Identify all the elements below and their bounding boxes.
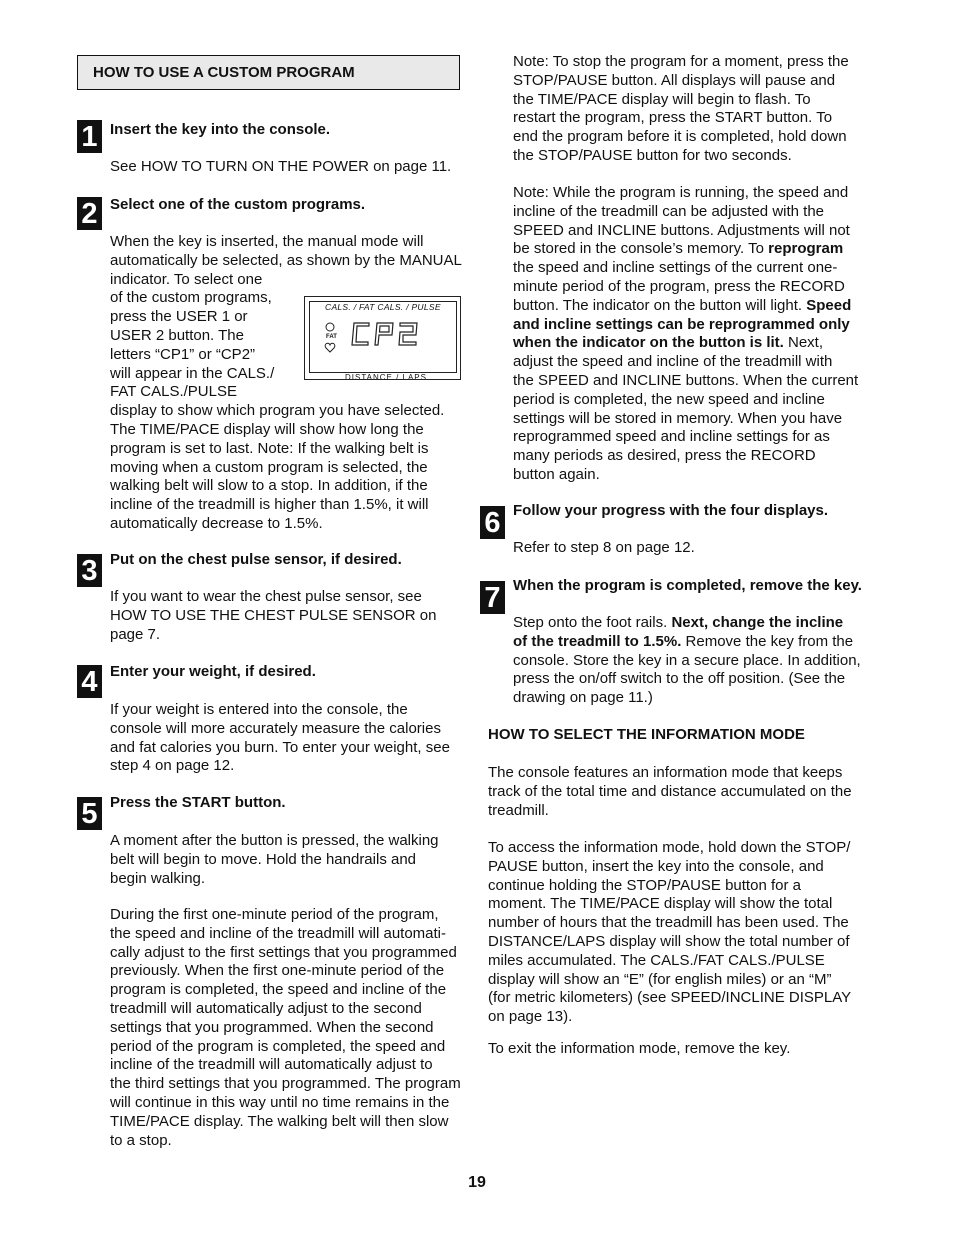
- text-line: continue holding the STOP/PAUSE button for a: [488, 876, 801, 894]
- text-run-bold: Speed: [806, 296, 852, 314]
- step-6-body: Refer to step 8 on page 12.: [513, 539, 695, 556]
- text-line: TIME/PACE display. The walking belt will then slow: [110, 1112, 449, 1130]
- page-number: 19: [468, 1174, 486, 1191]
- text-line: automatically decrease to 1.5%.: [110, 514, 323, 532]
- step-5-body: [110, 832, 470, 888]
- text-line: settings that you programmed. When the second: [110, 1018, 434, 1036]
- info-mode-para-1: [488, 764, 878, 820]
- text-line: display will show an “E” (for english miles) or an “M”: [488, 970, 832, 988]
- text-line: [513, 633, 873, 652]
- step-6-heading: Follow your progress with the four displays.: [513, 502, 829, 519]
- step-7-heading: When the program is completed, remove the key.: [513, 577, 862, 594]
- text-line: number of hours that the treadmill has been used. The: [488, 914, 849, 932]
- text-line: display to show which program you have selected.: [110, 402, 445, 420]
- text-line: the TIME/PACE display will begin to flash. To: [513, 90, 811, 108]
- text-line: [513, 334, 873, 353]
- text-line: treadmill.: [488, 801, 549, 819]
- text-line: HOW TO USE THE CHEST PULSE SENSOR on: [110, 606, 437, 624]
- text-line: walking belt will slow to a stop. In addition, if the: [110, 477, 428, 495]
- text-line: settings will be stored in memory. When you have: [513, 409, 843, 427]
- text-line: FAT CALS./PULSE: [110, 383, 237, 401]
- text-line: SPEED and INCLINE buttons. Adjustments will not: [513, 221, 850, 239]
- text-line: letters “CP1” or “CP2”: [110, 345, 256, 363]
- step-3-heading: Put on the chest pulse sensor, if desired.: [110, 551, 402, 568]
- step-1-heading: Insert the key into the console.: [110, 121, 331, 138]
- text-line: [513, 240, 873, 259]
- step-5-heading: Press the START button.: [110, 794, 286, 811]
- text-line: console will more accurately measure the calories: [110, 719, 441, 737]
- info-mode-para-2: [488, 839, 878, 1027]
- step-2-body: [110, 233, 470, 534]
- text-line: STOP/PAUSE button. All displays will pause and: [513, 71, 836, 89]
- text-line: moment. The TIME/PACE display will show the total: [488, 895, 833, 913]
- text-line: moving when a custom program is selected, the: [110, 458, 428, 476]
- text-line: automatically be selected, as shown by the MANUAL: [110, 251, 462, 269]
- text-line: period of the program is completed, the speed and: [110, 1037, 446, 1055]
- step-4-body: [110, 701, 470, 776]
- text-line: incline of the treadmill can be adjusted with the: [513, 202, 825, 220]
- text-line: belt will begin to move. Hold the handrails and: [110, 850, 417, 868]
- text-run: Step onto the foot rails.: [513, 614, 672, 631]
- text-run-bold: of the treadmill to 1.5%.: [513, 632, 682, 650]
- info-mode-para-3: To exit the information mode, remove the key.: [488, 1040, 791, 1057]
- fat-label: FAT: [326, 334, 337, 340]
- text-line: (for metric kilometers) (see SPEED/INCLINE DISPLAY: [488, 989, 852, 1007]
- text-line: To access the information mode, hold down the STOP/: [488, 839, 851, 856]
- step-3-body: [110, 588, 470, 644]
- text-line-bold: and incline settings can be reprogrammed only: [513, 315, 850, 333]
- text-line: DISTANCE/LAPS display will show the total number of: [488, 932, 850, 950]
- step-number-7: 7: [480, 581, 505, 614]
- text-line: end the program before it is completed, hold down: [513, 128, 847, 146]
- note-stop-pause: [513, 53, 873, 166]
- text-line: PAUSE button, insert the key into the console, and: [488, 857, 824, 875]
- text-run-bold: Next, change the incline: [671, 614, 844, 631]
- text-run: be stored in the console’s memory. To: [513, 240, 769, 258]
- text-line: press the on/off switch to the off position. (See the: [513, 670, 846, 688]
- step-5-body-continued: [110, 906, 470, 1150]
- text-line: the SPEED and INCLINE buttons. When the current: [513, 371, 859, 389]
- text-line: If you want to wear the chest pulse sensor, see: [110, 588, 422, 605]
- text-line: cally adjust to the first settings that you programmed: [110, 943, 457, 961]
- text-line: press the USER 1 or: [110, 308, 248, 326]
- text-line: Note: While the program is running, the speed and: [513, 184, 849, 201]
- text-line: The console features an information mode that keeps: [488, 764, 843, 781]
- text-line: [513, 614, 873, 633]
- text-run: Next,: [783, 334, 824, 352]
- text-line: indicator. To select one: [110, 270, 263, 288]
- text-line: adjust the speed and incline of the treadmill with: [513, 353, 833, 371]
- step-number-6: 6: [480, 506, 505, 539]
- text-run: button. The indicator on the button will light.: [513, 296, 807, 314]
- text-line: incline of the treadmill is higher than 1.5%, it will: [110, 496, 429, 514]
- text-line: USER 2 button. The: [110, 326, 244, 344]
- text-line: the speed and incline of the treadmill will automati-: [110, 924, 447, 942]
- text-line: many periods as desired, press the RECORD: [513, 447, 816, 465]
- text-line: program is set to last. Note: If the walking belt is: [110, 439, 429, 457]
- note-reprogram: [513, 184, 873, 485]
- text-line: reprogrammed speed and incline settings for as: [513, 428, 830, 446]
- step-1-body: See HOW TO TURN ON THE POWER on page 11.: [110, 158, 452, 175]
- text-line: button again.: [513, 465, 600, 483]
- text-line: drawing on page 11.): [513, 689, 653, 707]
- text-line: If your weight is entered into the console, the: [110, 701, 408, 718]
- text-line: miles accumulated. The CALS./FAT CALS./PULSE: [488, 951, 825, 969]
- text-line: and fat calories you burn. To enter your weight, see: [110, 738, 450, 756]
- text-line: console. Store the key in a secure place. In addition,: [513, 651, 861, 669]
- text-run: Remove the key from the: [681, 632, 854, 650]
- step-number-4: 4: [77, 665, 102, 698]
- step-2-heading: Select one of the custom programs.: [110, 196, 366, 213]
- text-line: During the first one-minute period of the program,: [110, 906, 439, 923]
- section-title-box: [77, 55, 460, 90]
- text-line: to a stop.: [110, 1131, 172, 1149]
- text-line: page 7.: [110, 625, 161, 643]
- text-line: treadmill will automatically adjust to the second: [110, 999, 422, 1017]
- text-line: The TIME/PACE display will show how long the: [110, 420, 424, 438]
- text-line: previously. When the first one-minute period of the: [110, 962, 445, 980]
- text-line: the STOP/PAUSE button for two seconds.: [513, 146, 792, 164]
- text-line: the third settings that you programmed. The program: [110, 1075, 461, 1093]
- step-number-5: 5: [77, 797, 102, 830]
- text-line: Note: To stop the program for a moment, press the: [513, 53, 849, 70]
- display-footer-label: DISTANCE / LAPS: [345, 373, 427, 379]
- info-mode-heading: HOW TO SELECT THE INFORMATION MODE: [488, 726, 805, 743]
- text-line: of the custom programs,: [110, 289, 272, 307]
- step-number-2: 2: [77, 197, 102, 230]
- text-line: will continue in this way until no time remains in the: [110, 1093, 450, 1111]
- text-line: [513, 297, 873, 316]
- text-line: minute period of the program, press the RECORD: [513, 277, 845, 295]
- text-line: restart the program, press the START button. To: [513, 109, 833, 127]
- text-line: program is completed, the speed and incline of the: [110, 981, 447, 999]
- text-line: begin walking.: [110, 869, 206, 887]
- section-title: HOW TO USE A CUSTOM PROGRAM: [93, 64, 355, 81]
- text-line: period is completed, the new speed and incline: [513, 390, 825, 408]
- step-4-heading: Enter your weight, if desired.: [110, 663, 316, 680]
- text-run-bold: reprogram: [768, 240, 844, 258]
- text-run-bold: when the indicator on the button is lit.: [513, 334, 784, 352]
- text-line: step 4 on page 12.: [110, 757, 235, 775]
- step-number-1: 1: [77, 120, 102, 153]
- text-line: incline of the treadmill will automatically adjust to: [110, 1056, 433, 1074]
- text-line: on page 13).: [488, 1008, 573, 1026]
- text-line: track of the total time and distance accumulated on the: [488, 782, 852, 800]
- text-line: When the key is inserted, the manual mode will: [110, 233, 424, 250]
- console-display-figure: [304, 296, 461, 380]
- text-line: A moment after the button is pressed, the walking: [110, 832, 439, 849]
- text-line: will appear in the CALS./: [110, 364, 275, 382]
- step-7-body: [513, 614, 873, 708]
- display-header-label: CALS. / FAT CALS. / PULSE: [325, 302, 441, 312]
- step-number-3: 3: [77, 554, 102, 587]
- cp2-readout: [305, 297, 462, 381]
- text-line: the speed and incline settings of the current one-: [513, 259, 838, 277]
